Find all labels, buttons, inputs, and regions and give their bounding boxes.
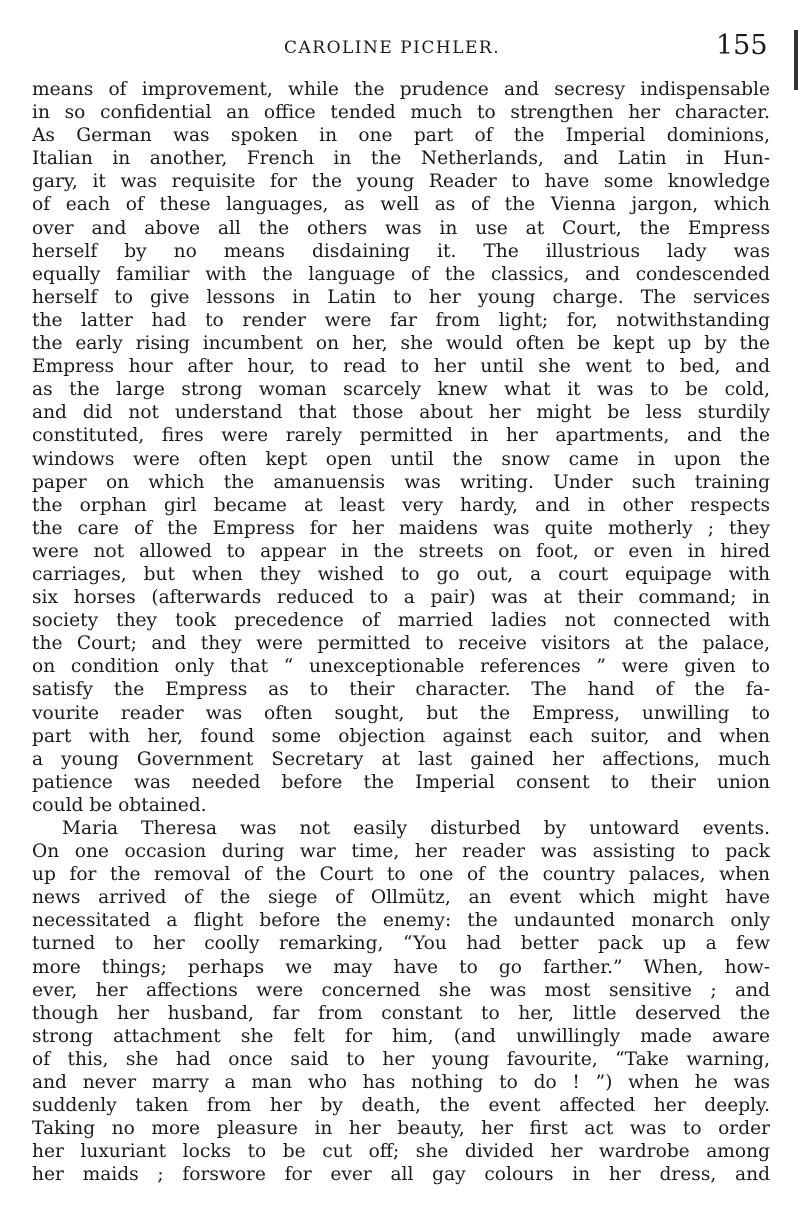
text-line: and never marry a man who has nothing to do ! ”) when he was xyxy=(32,1072,770,1094)
text-line: carriages, but when they wished to go out, a court equipage with xyxy=(32,563,770,585)
text-line: constituted, fires were rarely permitted in her apartments, and the xyxy=(32,425,770,447)
running-head xyxy=(0,30,807,64)
page-number: 155 xyxy=(716,30,768,61)
text-line: Empress hour after hour, to read to her until she went to bed, and xyxy=(32,356,770,378)
text-line: the early rising incumbent on her, she would often be kept up by the xyxy=(32,333,770,355)
text-line: As German was spoken in one part of the Imperial dominions, xyxy=(32,125,770,147)
text-line: could be obtained. xyxy=(32,794,207,816)
paragraph xyxy=(32,78,770,817)
text-line: the care of the Empress for her maidens was quite motherly ; they xyxy=(32,517,770,539)
text-line: her maids ; forswore for ever all gay colours in her dress, and xyxy=(32,1164,770,1186)
text-line: of each of these languages, as well as of the Vienna jargon, which xyxy=(32,194,770,216)
text-line: patience was needed before the Imperial consent to their union xyxy=(32,771,770,793)
text-line: suddenly taken from her by death, the event affected her deeply. xyxy=(32,1095,770,1117)
text-line: Maria Theresa was not easily disturbed by untoward events. xyxy=(62,818,770,839)
text-line: of this, she had once said to her young favourite, “Take warning, xyxy=(32,1048,770,1070)
text-line: as the large strong woman scarcely knew what it was to be cold, xyxy=(32,379,770,401)
text-line: part with her, found some objection against each suitor, and when xyxy=(32,725,770,747)
text-line: up for the removal of the Court to one of the country palaces, when xyxy=(32,864,770,886)
running-title: CAROLINE PICHLER. xyxy=(284,38,501,58)
text-line: herself by no means disdaining it. The illustrious lady was xyxy=(32,240,770,262)
text-line: were not allowed to appear in the streets on foot, or even in hired xyxy=(32,540,770,562)
text-line: more things; perhaps we may have to go farther.” When, how- xyxy=(32,956,770,978)
text-line: gary, it was requisite for the young Reader to have some knowledge xyxy=(32,171,770,193)
text-line: in so confidential an office tended much to strengthen her character. xyxy=(32,102,770,124)
text-line: turned to her coolly remarking, “You had better pack up a few xyxy=(32,933,770,955)
page-edge-rule xyxy=(794,30,798,90)
text-line: the Court; and they were permitted to receive visitors at the palace, xyxy=(32,633,770,655)
text-line: society they took precedence of married ladies not connected with xyxy=(32,610,770,632)
text-line: news arrived of the siege of Ollmütz, an event which might have xyxy=(32,887,770,909)
text-line: a young Government Secretary at last gained her affections, much xyxy=(32,748,770,770)
body-text xyxy=(32,78,770,1187)
text-line: on condition only that “ unexceptionable references ” were given to xyxy=(32,656,770,678)
text-line: the orphan girl became at least very hardy, and in other respects xyxy=(32,494,770,516)
text-line: the latter had to render were far from light; for, notwithstanding xyxy=(32,309,770,331)
text-line: windows were often kept open until the snow came in upon the xyxy=(32,448,770,470)
text-line: and did not understand that those about her might be less sturdily xyxy=(32,402,770,424)
text-line: means of improvement, while the prudence and secresy indispensable xyxy=(32,79,770,100)
text-line: On one occasion during war time, her reader was assisting to pack xyxy=(32,841,770,863)
text-line: six horses (afterwards reduced to a pair) was at their command; in xyxy=(32,587,770,609)
text-line: vourite reader was often sought, but the Empress, unwilling to xyxy=(32,702,770,724)
text-line: herself to give lessons in Latin to her young charge. The services xyxy=(32,286,770,308)
text-line: Taking no more pleasure in her beauty, her first act was to order xyxy=(32,1118,770,1140)
text-line: paper on which the amanuensis was writing. Under such training xyxy=(32,471,770,493)
text-line: equally familiar with the language of the classics, and condescended xyxy=(32,263,770,285)
paragraph xyxy=(32,817,770,1187)
text-line: satisfy the Empress as to their character. The hand of the fa- xyxy=(32,679,770,701)
text-line: her luxuriant locks to be cut off; she divided her wardrobe among xyxy=(32,1141,770,1163)
text-line: Italian in another, French in the Netherlands, and Latin in Hun- xyxy=(32,148,770,170)
text-line: though her husband, far from constant to her, little deserved the xyxy=(32,1002,770,1024)
text-line: ever, her affections were concerned she was most sensitive ; and xyxy=(32,979,770,1001)
text-line: strong attachment she felt for him, (and unwillingly made aware xyxy=(32,1025,770,1047)
text-line: over and above all the others was in use at Court, the Empress xyxy=(32,217,770,239)
text-line: necessitated a flight before the enemy: the undaunted monarch only xyxy=(32,910,770,932)
